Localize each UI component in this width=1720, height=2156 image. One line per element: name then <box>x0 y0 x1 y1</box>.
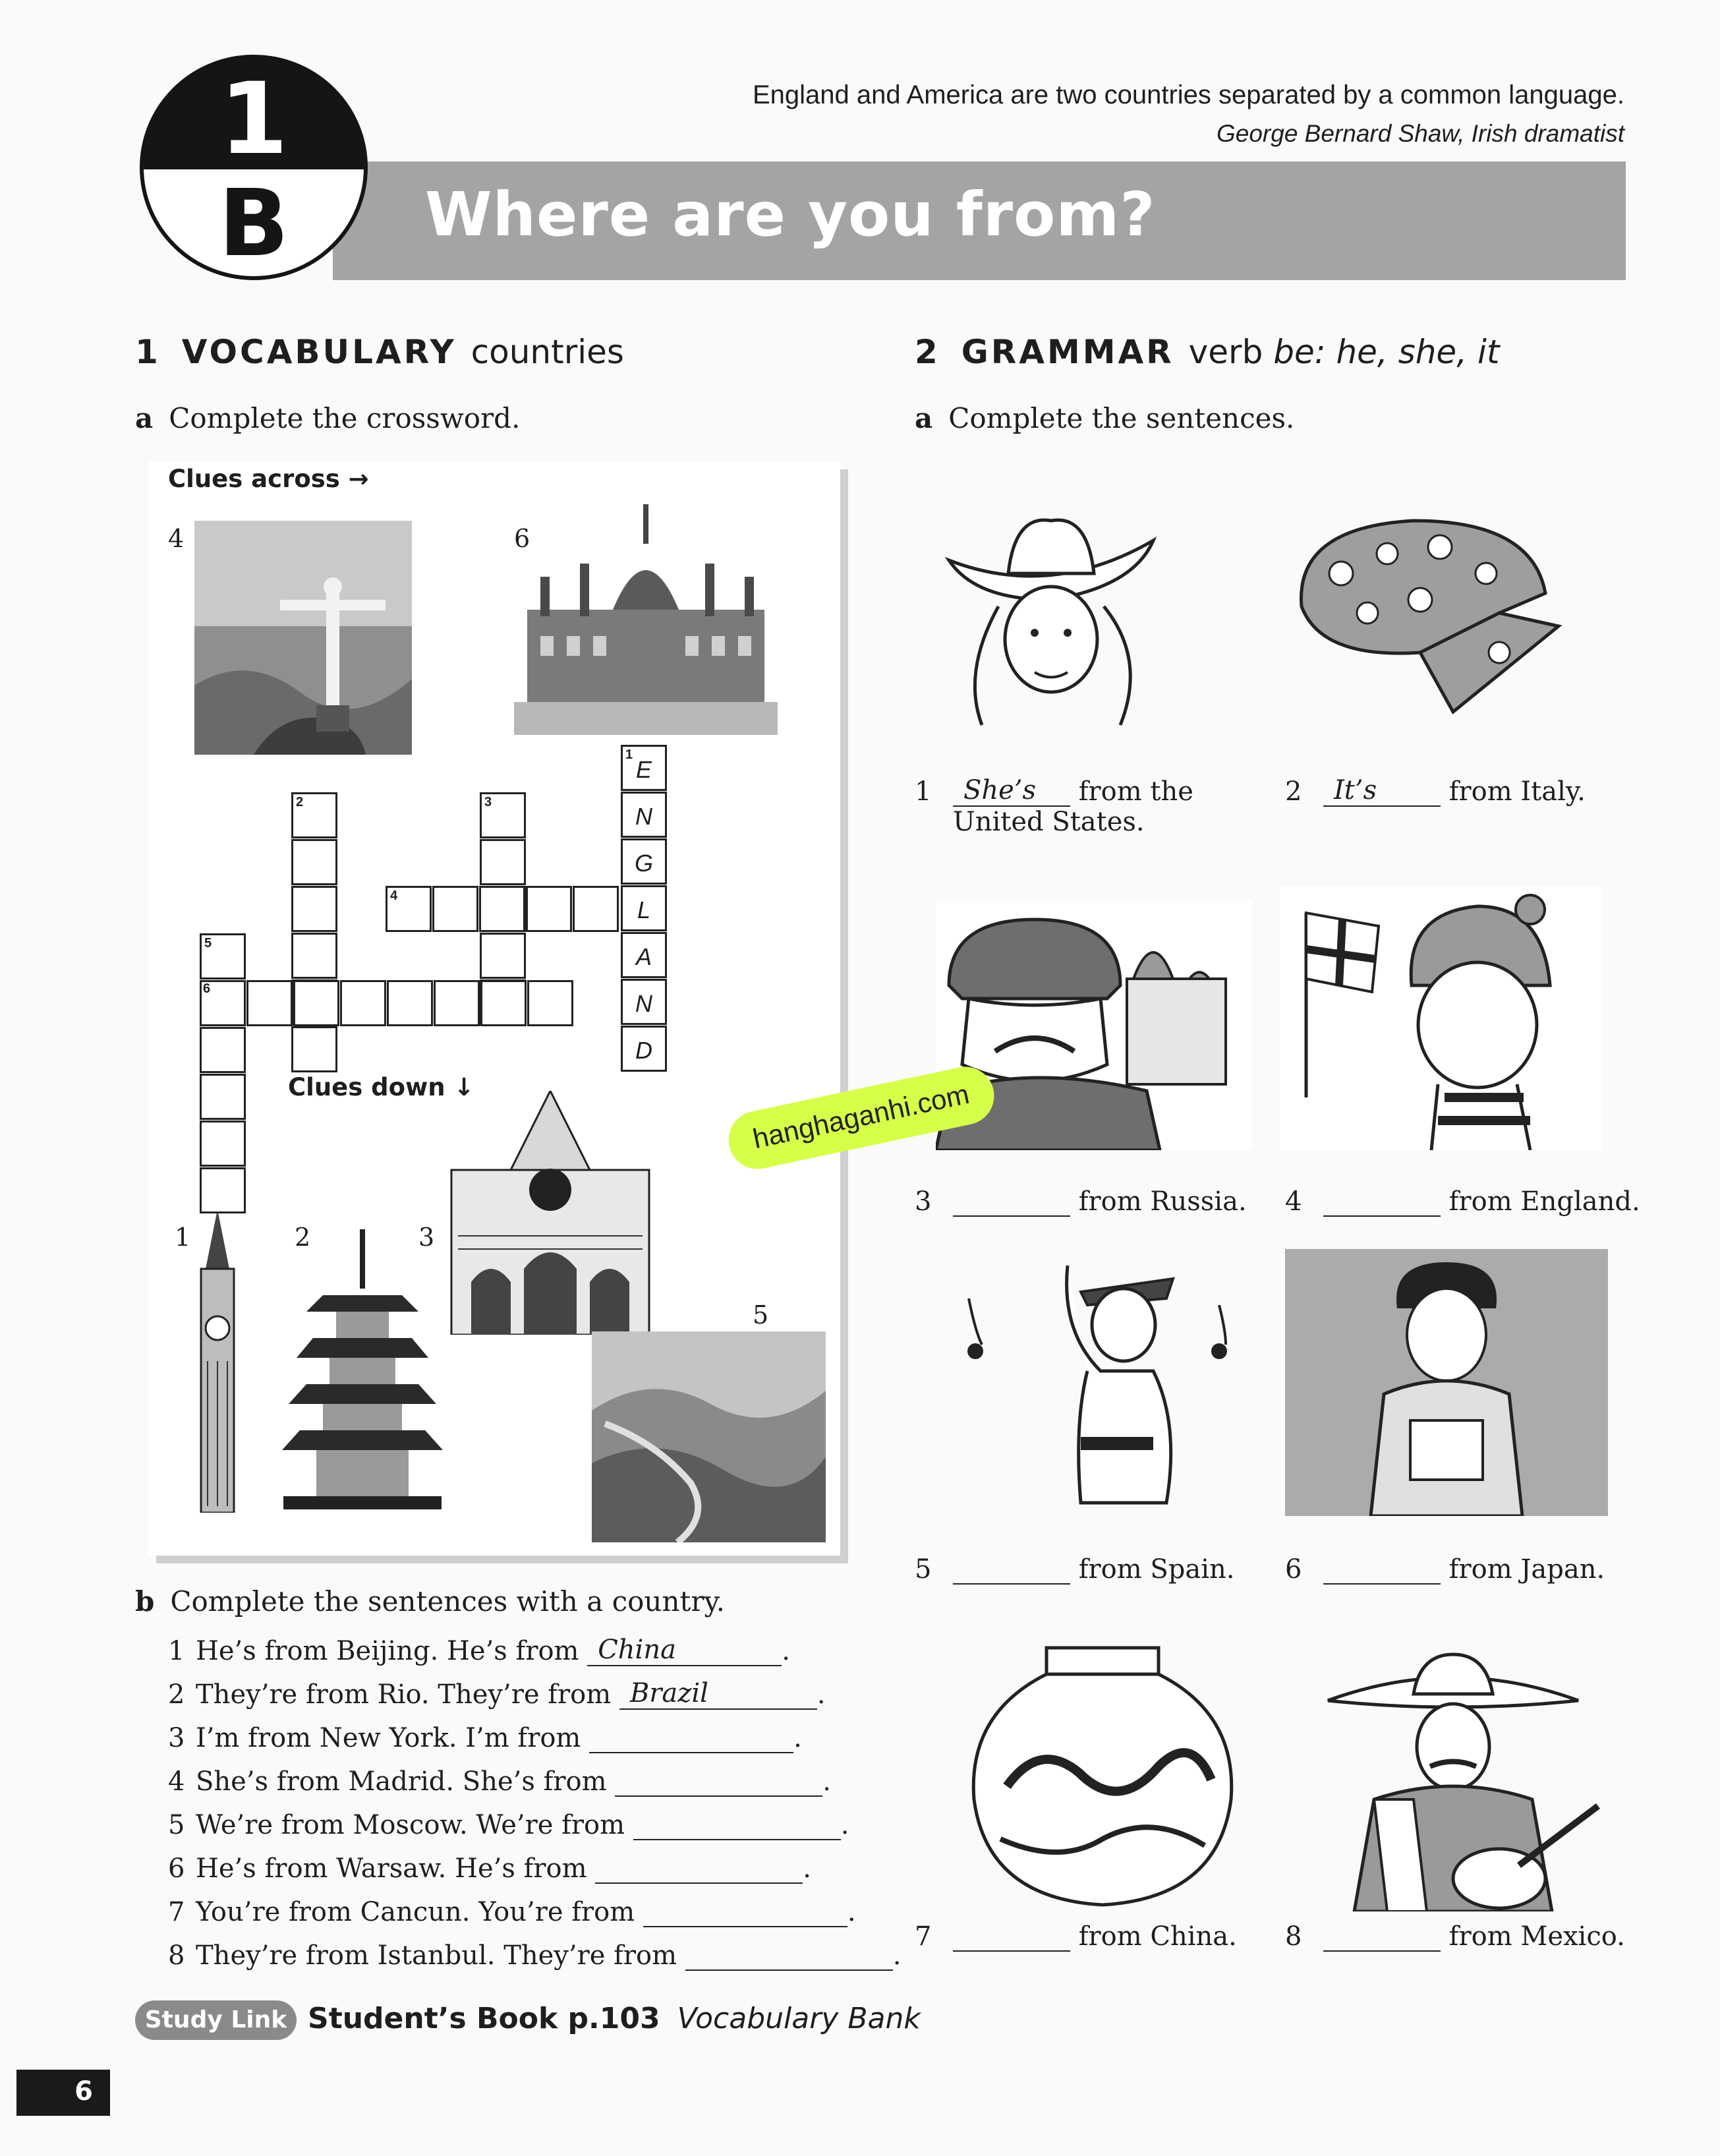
grammar-item-number: 5 <box>915 1554 932 1585</box>
answer-blank[interactable] <box>685 1940 893 1971</box>
sentence-number: 7 <box>168 1897 185 1927</box>
sentence-end: . <box>803 1853 811 1884</box>
grammar-heading-verb: verb <box>1188 333 1263 371</box>
unit-number: 1 <box>219 62 289 177</box>
crossword-cell[interactable] <box>573 886 619 932</box>
sentence-end: . <box>840 1810 849 1840</box>
siena-cathedral-drawing <box>445 1091 656 1335</box>
crossword-cell[interactable] <box>291 933 337 979</box>
crossword-cell[interactable] <box>621 885 667 931</box>
crossword-cell[interactable] <box>291 886 337 932</box>
big-ben-drawing <box>191 1209 244 1513</box>
grammar-item <box>1285 776 1586 807</box>
grammar-heading-title: GRAMMAR <box>961 333 1174 371</box>
crossword-clue-number: 2 <box>296 795 304 809</box>
parliament-budapest-photo <box>514 484 778 735</box>
crossword-cell[interactable] <box>291 792 337 838</box>
grammar-item-number: 7 <box>915 1921 932 1952</box>
grammar-answer-blank[interactable] <box>953 776 1070 807</box>
part-a-text: Complete the crossword. <box>169 402 521 434</box>
crossword-cell[interactable] <box>621 979 667 1025</box>
sentence-number: 4 <box>168 1766 185 1797</box>
grammar-answer-text: She’s <box>963 775 1037 805</box>
english-girl-illustration <box>1280 887 1603 1150</box>
part-a-letter: a <box>135 402 154 434</box>
grammar-answer-text: It’s <box>1334 775 1377 805</box>
crossword-cell[interactable] <box>480 933 526 979</box>
crossword-cell[interactable] <box>200 1074 246 1120</box>
sentence-item <box>168 1940 902 1971</box>
sentence-number: 3 <box>168 1723 185 1753</box>
picture-number-down-3: 3 <box>418 1223 435 1252</box>
page-number: 6 <box>74 2076 93 2107</box>
vocabulary-instruction-b <box>135 1585 725 1617</box>
grammar-item <box>915 1186 1247 1217</box>
book-reference: Student’s Book p.103 <box>308 2002 660 2035</box>
grammar-part-a-letter: a <box>915 402 933 434</box>
grammar-answer-blank[interactable] <box>953 1186 1070 1217</box>
crossword-cell[interactable] <box>432 886 478 932</box>
chinese-vase-illustration <box>961 1641 1244 1911</box>
sentence-text: You’re from Cancun. You’re from <box>196 1897 635 1927</box>
unit-badge <box>135 54 372 281</box>
crossword-cell[interactable] <box>479 886 525 932</box>
grammar-answer-blank[interactable] <box>953 1921 1070 1952</box>
grammar-item <box>1285 1921 1625 1952</box>
crossword-letter: L <box>637 896 651 923</box>
grammar-item-number: 2 <box>1285 776 1302 807</box>
answer-blank[interactable] <box>615 1766 822 1797</box>
cowgirl-illustration <box>936 501 1166 738</box>
grammar-item <box>1285 1186 1640 1217</box>
study-link-reference <box>308 2002 921 2035</box>
sentence-item <box>168 1810 849 1840</box>
crossword-letter: G <box>634 850 653 877</box>
crossword-cell[interactable] <box>434 980 480 1026</box>
study-link-badge[interactable] <box>135 2000 297 2040</box>
grammar-item-number: 4 <box>1285 1186 1302 1217</box>
pagoda-drawing <box>277 1229 448 1513</box>
sentence-end: . <box>782 1636 790 1666</box>
grammar-item <box>1285 1554 1605 1585</box>
picture-number-across-4: 4 <box>168 524 185 553</box>
sentence-number: 8 <box>168 1940 185 1971</box>
crossword-cell[interactable] <box>621 792 667 838</box>
crossword-cell[interactable] <box>480 839 526 885</box>
crossword-cell[interactable] <box>291 1026 337 1072</box>
crossword-clue-number: 6 <box>203 981 211 996</box>
clues-down-label: Clues down ↓ <box>288 1073 474 1101</box>
crossword-cell[interactable] <box>480 980 527 1026</box>
crossword-clue-number: 4 <box>390 889 398 903</box>
sentence-text: He’s from Warsaw. He’s from <box>196 1853 587 1884</box>
pizza-illustration <box>1282 501 1565 725</box>
sentence-number: 6 <box>168 1853 185 1884</box>
crossword-cell[interactable] <box>200 933 246 979</box>
grammar-item-text-continued: United States. <box>953 807 1145 837</box>
crossword-cell[interactable] <box>387 980 433 1026</box>
grammar-answer-blank[interactable] <box>1323 1554 1441 1585</box>
study-link-label: Study Link <box>144 2006 287 2033</box>
sentence-number: 2 <box>168 1679 185 1710</box>
sentence-item <box>168 1766 831 1797</box>
crossword-cell[interactable] <box>293 980 339 1026</box>
grammar-heading <box>915 333 1499 371</box>
sentence-text: They’re from Istanbul. They’re from <box>196 1940 677 1971</box>
part-b-letter: b <box>135 1585 155 1617</box>
answer-blank[interactable] <box>595 1853 803 1884</box>
japanese-woman-illustration <box>1285 1249 1608 1516</box>
picture-number-down-1: 1 <box>175 1223 191 1252</box>
part-b-text: Complete the sentences with a country. <box>170 1585 725 1617</box>
grammar-item <box>915 776 1193 837</box>
picture-number-across-6: 6 <box>514 524 530 553</box>
grammar-item-text: from Italy. <box>1448 776 1586 807</box>
quote-text: England and America are two countries separated by a common language. <box>752 80 1624 109</box>
vocabulary-bank-reference: Vocabulary Bank <box>677 2002 921 2035</box>
grammar-item <box>915 1554 1235 1585</box>
crossword-cell[interactable] <box>480 792 526 838</box>
crossword-cell[interactable] <box>200 1121 246 1167</box>
watermark-text: hanghaganhi.com <box>750 1078 972 1155</box>
answer-blank[interactable] <box>619 1679 817 1710</box>
grammar-answer-blank[interactable] <box>953 1554 1070 1585</box>
vocabulary-heading-topic: countries <box>471 333 624 371</box>
sentence-end: . <box>822 1766 831 1797</box>
crossword-letter: A <box>635 943 652 970</box>
quote-author: George Bernard Shaw, Irish dramatist <box>1216 120 1624 147</box>
picture-number-down-5: 5 <box>753 1300 769 1329</box>
crossword-letter: N <box>635 803 652 830</box>
crossword-cell[interactable] <box>526 886 572 932</box>
crossword-letter: E <box>635 756 652 783</box>
sentence-item <box>168 1853 811 1884</box>
vocabulary-heading-title: VOCABULARY <box>181 333 457 371</box>
grammar-item-text: from Japan. <box>1448 1554 1605 1585</box>
grammar-item-number: 1 <box>915 776 932 807</box>
christ-redeemer-photo <box>194 521 412 755</box>
grammar-item-text: from England. <box>1448 1186 1640 1217</box>
answer-blank[interactable] <box>633 1810 841 1840</box>
sentence-number: 5 <box>168 1810 185 1840</box>
sentence-item <box>168 1723 802 1753</box>
sentence-item <box>168 1897 856 1927</box>
grammar-item-text: from the <box>1078 776 1193 807</box>
grammar-part-a-text: Complete the sentences. <box>948 402 1295 434</box>
unit-letter: B <box>218 170 289 277</box>
crossword-clue-number: 3 <box>484 795 492 809</box>
sentence-text: We’re from Moscow. We’re from <box>196 1810 625 1840</box>
grammar-answer-blank[interactable] <box>1323 1186 1441 1217</box>
sentence-end: . <box>817 1679 826 1710</box>
crossword-letter: D <box>635 1037 652 1064</box>
sentence-item <box>168 1679 826 1710</box>
grammar-answer-blank[interactable] <box>1323 776 1441 807</box>
page-number-box <box>16 2070 110 2116</box>
answer-blank[interactable] <box>643 1897 847 1927</box>
mexican-guitarist-illustration <box>1302 1641 1605 1911</box>
grammar-item-text: from China. <box>1078 1921 1237 1952</box>
grammar-answer-blank[interactable] <box>1323 1921 1441 1952</box>
sentence-item <box>168 1636 790 1666</box>
picture-number-down-2: 2 <box>295 1223 311 1252</box>
sentence-text: She’s from Madrid. She’s from <box>196 1766 607 1797</box>
crossword-cell[interactable] <box>621 745 667 791</box>
grammar-item-number: 3 <box>915 1186 932 1217</box>
grammar-item-text: from Russia. <box>1078 1186 1247 1217</box>
sentence-text: They’re from Rio. They’re from <box>196 1679 612 1710</box>
page-title: Where are you from? <box>425 179 1156 250</box>
crossword-cell[interactable] <box>200 1027 246 1073</box>
great-wall-photo <box>592 1331 826 1542</box>
crossword-cell[interactable] <box>340 980 386 1026</box>
sentence-end: . <box>793 1723 802 1753</box>
answer-blank[interactable] <box>589 1723 793 1753</box>
grammar-heading-pronouns: : he, she, it <box>1314 333 1500 371</box>
crossword-cell[interactable] <box>621 838 667 885</box>
crossword-cell[interactable] <box>246 980 293 1026</box>
vocabulary-heading-number: 1 <box>135 333 161 371</box>
crossword-clue-number: 1 <box>625 747 633 762</box>
grammar-heading-be: be <box>1273 333 1315 371</box>
crossword-clue-number: 5 <box>204 936 212 950</box>
sentence-end: . <box>892 1940 902 1971</box>
grammar-item-text: from Mexico. <box>1448 1921 1625 1952</box>
crossword-letter: N <box>635 990 652 1017</box>
answer-blank[interactable] <box>587 1636 782 1666</box>
grammar-item-text: from Spain. <box>1078 1554 1235 1585</box>
crossword-cell[interactable] <box>621 1026 667 1072</box>
clues-across-label: Clues across → <box>168 465 369 493</box>
grammar-item <box>915 1921 1237 1952</box>
crossword-cell[interactable] <box>386 886 432 932</box>
grammar-item-number: 6 <box>1285 1554 1302 1585</box>
sentence-end: . <box>847 1897 856 1927</box>
sentence-text: I’m from New York. I’m from <box>196 1723 581 1753</box>
sentence-text: He’s from Beijing. He’s from <box>196 1636 579 1666</box>
crossword-cell[interactable] <box>621 932 667 978</box>
grammar-item-number: 8 <box>1285 1921 1302 1952</box>
vocabulary-heading <box>135 333 624 371</box>
vocabulary-instruction-a <box>135 402 520 434</box>
flamenco-dancer-illustration <box>956 1252 1259 1509</box>
answer-text: Brazil <box>629 1678 708 1708</box>
crossword-cell[interactable] <box>200 1167 246 1213</box>
grammar-heading-number: 2 <box>915 333 940 371</box>
sentence-number: 1 <box>168 1636 185 1666</box>
crossword-cell[interactable] <box>291 839 337 885</box>
answer-text: China <box>598 1635 676 1665</box>
grammar-instruction-a <box>915 402 1294 434</box>
crossword-cell[interactable] <box>527 980 573 1026</box>
